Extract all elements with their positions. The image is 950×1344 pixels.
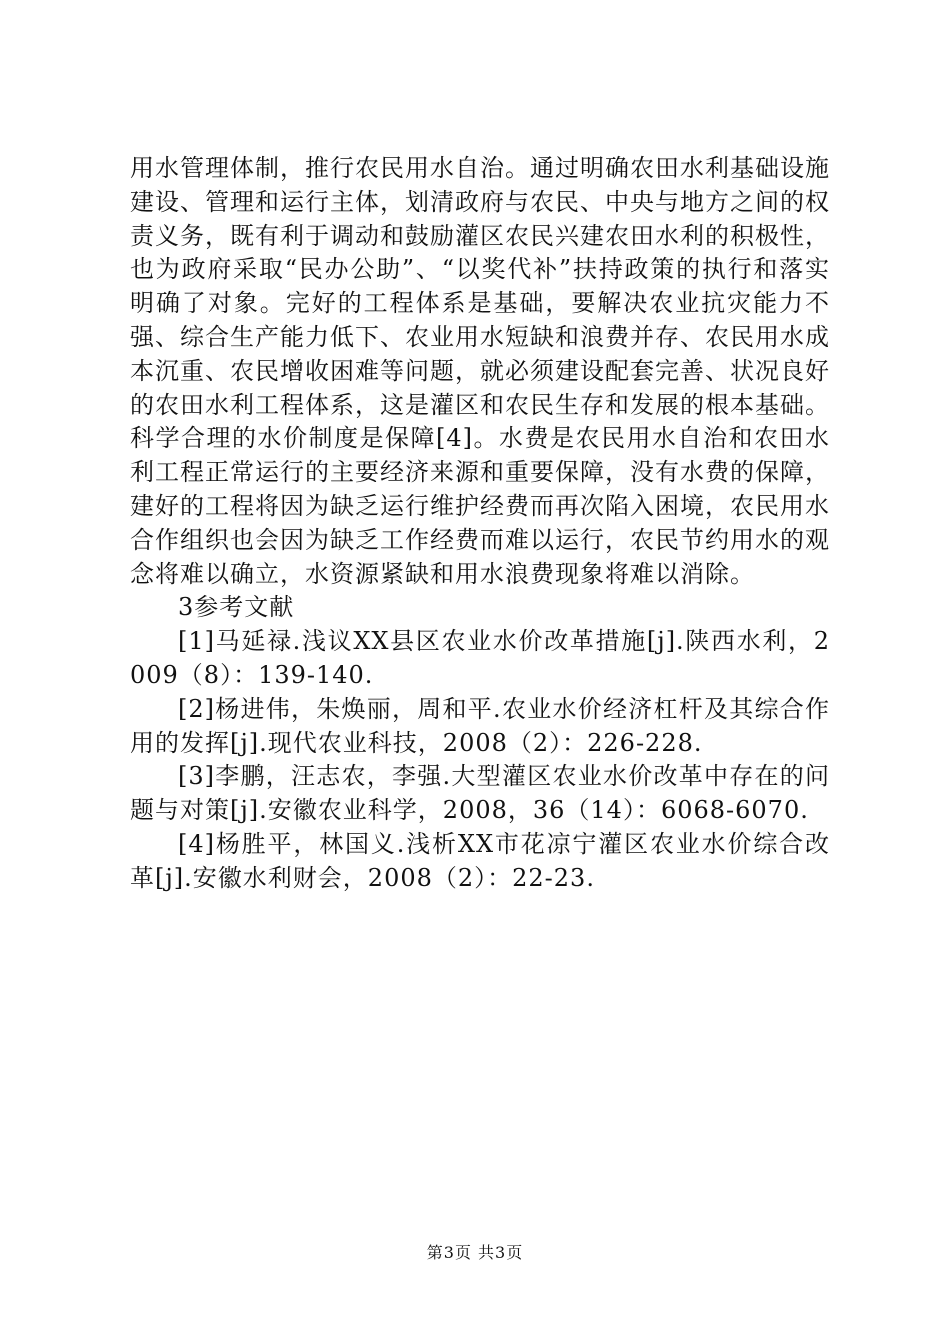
reference-item-1: [1]马延禄.浅议XX县区农业水价改革措施[j].陕西水利，2009（8）：139-140. bbox=[130, 627, 830, 689]
reference-item-3: [3]李鹏，汪志农，李强.大型灌区农业水价改革中存在的问题与对策[j].安徽农业科学，2008，36（14）：6068-6070. bbox=[130, 762, 830, 825]
body-paragraph: 用水管理体制，推行农民用水自治。通过明确农田水利基础设施建设、管理和运行主体，划清政府与农民、中央与地方之间的权责义务，既有利于调动和鼓励灌区农民兴建农田水利的积极性，也为政府采取“民办公助”、“以奖代补”扶持政策的执行和落实明确了对象。完好的工程体系是基础，要解决农业抗灾能力不强、综合生产能力低下、农业用水短缺和浪费并存、农民用水成本沉重、农民增收困难等问题，就必须建设配套完善、状况良好的农田水利工程体系，这是灌区和农民生存和发展的根本基础。科学合理的水价制度是保障[4]。水费是农民用水自治和农田水利工程正常运行的主要经济来源和重要保障，没有水费的保障，建好的工程将因为缺乏运行维护经费而再次陷入困境，农民用水合作组织也会因为缺乏工作经费而难以运行，农民节约用水的观念将难以确立，水资源紧缺和用水浪费现象将难以消除。 bbox=[130, 154, 830, 588]
reference-item-2: [2]杨进伟，朱焕丽，周和平.农业水价经济杠杆及其综合作用的发挥[j].现代农业科技，2008（2）：226-228. bbox=[130, 694, 830, 757]
references-heading: 3参考文献 bbox=[178, 593, 295, 622]
page-footer: 第3页 共3页 bbox=[426, 1243, 524, 1262]
reference-item-4: [4]杨胜平，林国义.浅析XX市花凉宁灌区农业水价综合改革[j].安徽水利财会，2008（2）：22-23. bbox=[130, 829, 830, 892]
document-content bbox=[130, 152, 830, 896]
